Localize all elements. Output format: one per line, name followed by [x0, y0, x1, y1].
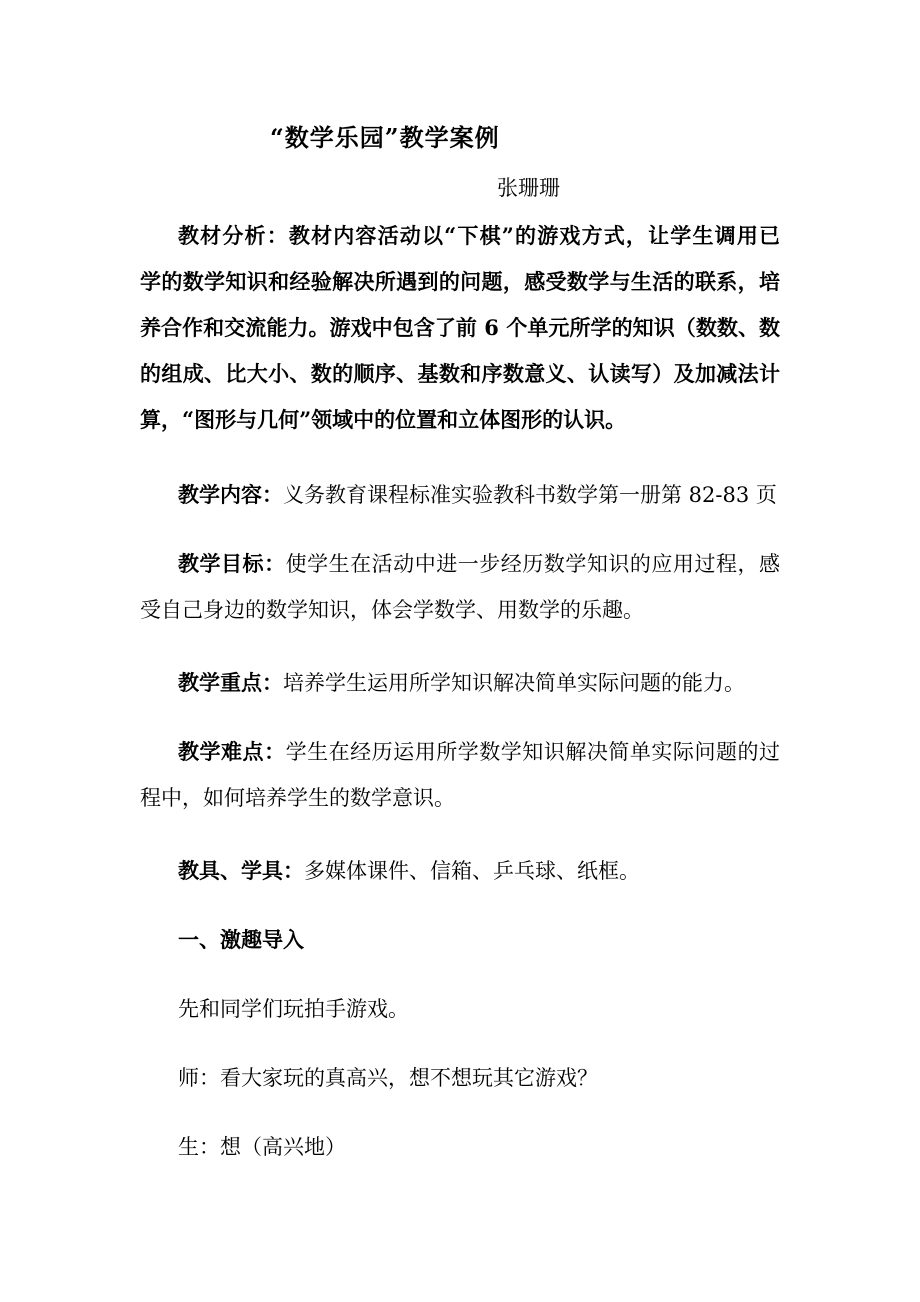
analysis-line-5: 算，“图形与几何”领域中的位置和立体图形的认识。: [140, 407, 627, 432]
difficulty-text-1: 学生在经历运用所学数学知识解决简单实际问题的过: [285, 740, 780, 764]
author-name: 张珊珊: [497, 176, 560, 200]
analysis-line-1: 教材分析：教材内容活动以“下棋”的游戏方式，让学生调用已: [178, 223, 780, 248]
document-title: “数学乐园”教学案例: [270, 123, 500, 152]
intro-paragraph-3: 生：想（高兴地）: [178, 1135, 346, 1159]
difficulty-label: 教学难点：: [178, 739, 286, 764]
analysis-paragraph: [140, 213, 780, 443]
goal-line-2: 受自己身边的数学知识，体会学数学、用数学的乐趣。: [140, 598, 644, 622]
content-text: 义务教育课程标准实验教科书数学第一册第 82-83 页: [283, 483, 777, 507]
intro-paragraph-2: 师：看大家玩的真高兴，想不想玩其它游戏？: [178, 1066, 598, 1090]
content-label: 教学内容：: [178, 482, 283, 507]
goal-paragraph: [140, 541, 780, 633]
analysis-line-4: 的组成、比大小、数的顺序、基数和序数意义、认读写）及加减法计: [140, 361, 780, 386]
key-point-text: 培养学生运用所学知识解决简单实际问题的能力。: [283, 671, 745, 695]
content-paragraph: [178, 472, 777, 518]
tools-label: 教具、学具：: [178, 858, 304, 883]
difficulty-paragraph: [140, 729, 780, 821]
difficulty-line-2: 程中，如何培养学生的数学意识。: [140, 786, 455, 810]
goal-line-1: [140, 541, 780, 587]
key-point-paragraph: [178, 660, 745, 706]
tools-text: 多媒体课件、信箱、乒乓球、纸框。: [304, 859, 640, 883]
intro-paragraph-1: 先和同学们玩拍手游戏。: [178, 997, 409, 1021]
goal-label: 教学目标：: [178, 551, 286, 576]
key-point-label: 教学重点：: [178, 670, 283, 695]
difficulty-line-1: [140, 729, 780, 775]
goal-text-1: 使学生在活动中进一步经历数学知识的应用过程，感: [285, 552, 780, 576]
tools-paragraph: [178, 848, 640, 894]
analysis-line-3: 养合作和交流能力。游戏中包含了前 6 个单元所学的知识（数数、数: [140, 315, 780, 340]
analysis-line-2: 学的数学知识和经验解决所遇到的问题，感受数学与生活的联系，培: [140, 269, 780, 294]
section-heading: 一、激趣导入: [178, 927, 304, 952]
